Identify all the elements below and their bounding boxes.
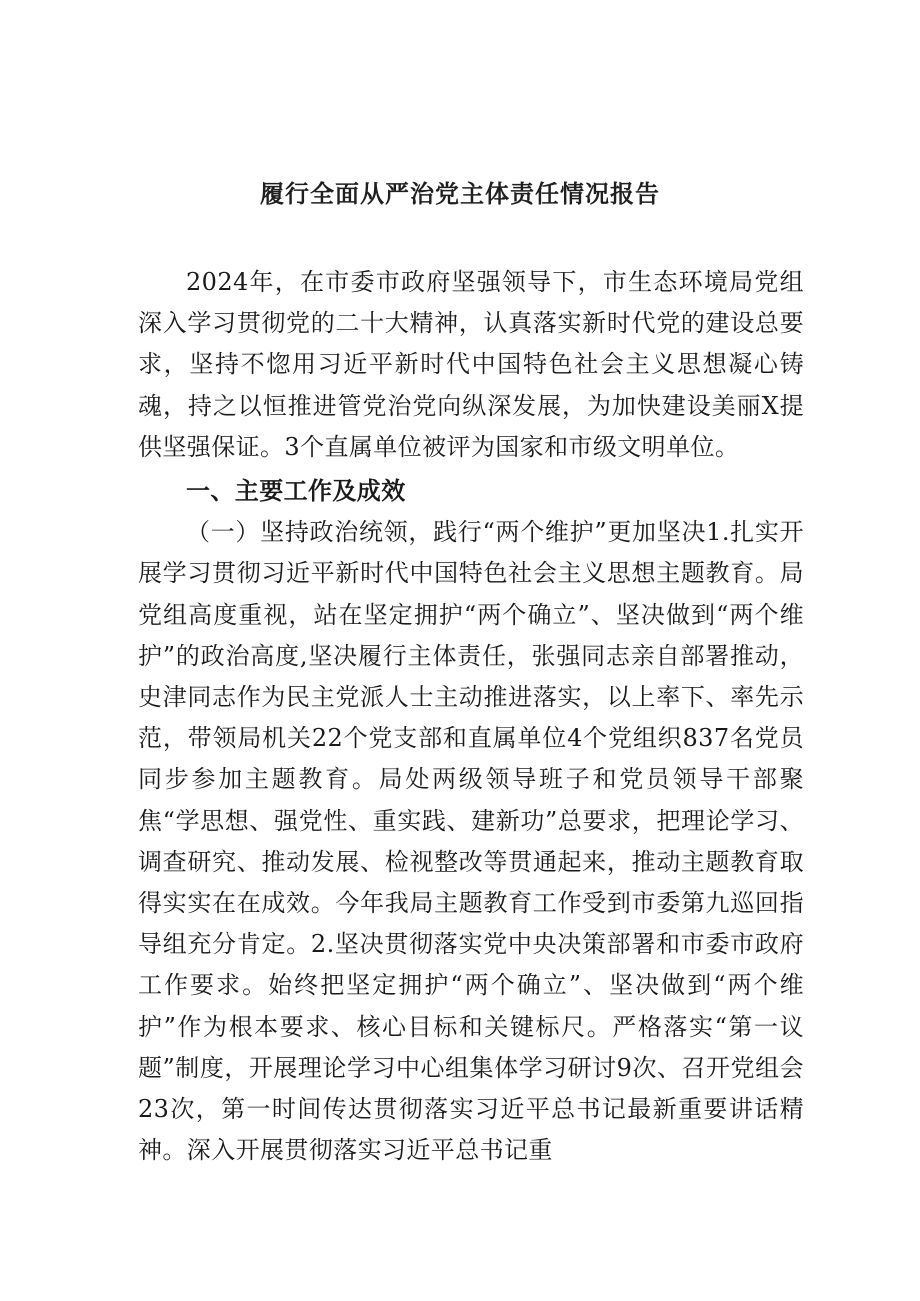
section-heading: 一、主要工作及成效 [186,477,406,506]
section-paragraph: （一）坚持政治统领，践行“两个维护”更加坚决1.扎实开展学习贯彻习近平新时代中国特色社会主义思想主题教育。局党组高度重视，站在坚定拥护“两个确立”、坚决做到“两个维护”的政治高度,坚决履行主体责任，张强同志亲自部署推动，史津同志作为民主党派人士主动推进落实，以上率下、率先示范，带领局机关22个党支部和直属单位4个党组织837名党员同步参加主题教育。局处两级领导班子和党员领导干部聚焦“学思想、强党性、重实践、建新功”总要求，把理论学习、调查研究、推动发展、检视整改等贯通起来，推动主题教育取得实实在在成效。今年我局主题教育工作受到市委第九巡回指导组充分肯定。2.坚决贯彻落实党中央决策部署和市委市政府工作要求。始终把坚定拥护“两个确立”、坚决做到“两个维护”作为根本要求、核心目标和关键标尺。严格落实“第一议题”制度，开展理论学习中心组集体学习研讨9次、召开党组会23次，第一时间传达贯彻落实习近平总书记最新重要讲话精神。深入开展贯彻落实习近平总书记重 [138,518,804,1165]
document-title: 履行全面从严治党主体责任情况报告 [260,180,660,208]
intro-paragraph: 2024年，在市委市政府坚强领导下，市生态环境局党组深入学习贯彻党的二十大精神，认真落实新时代党的建设总要求，坚持不惚用习近平新时代中国特色社会主义思想凝心铸魂，持之以恒推进管党治党向纵深发展，为加快建设美丽X提供坚强保证。3个直属单位被评为国家和市级文明单位。 [138,268,804,461]
document-body [138,262,804,1171]
